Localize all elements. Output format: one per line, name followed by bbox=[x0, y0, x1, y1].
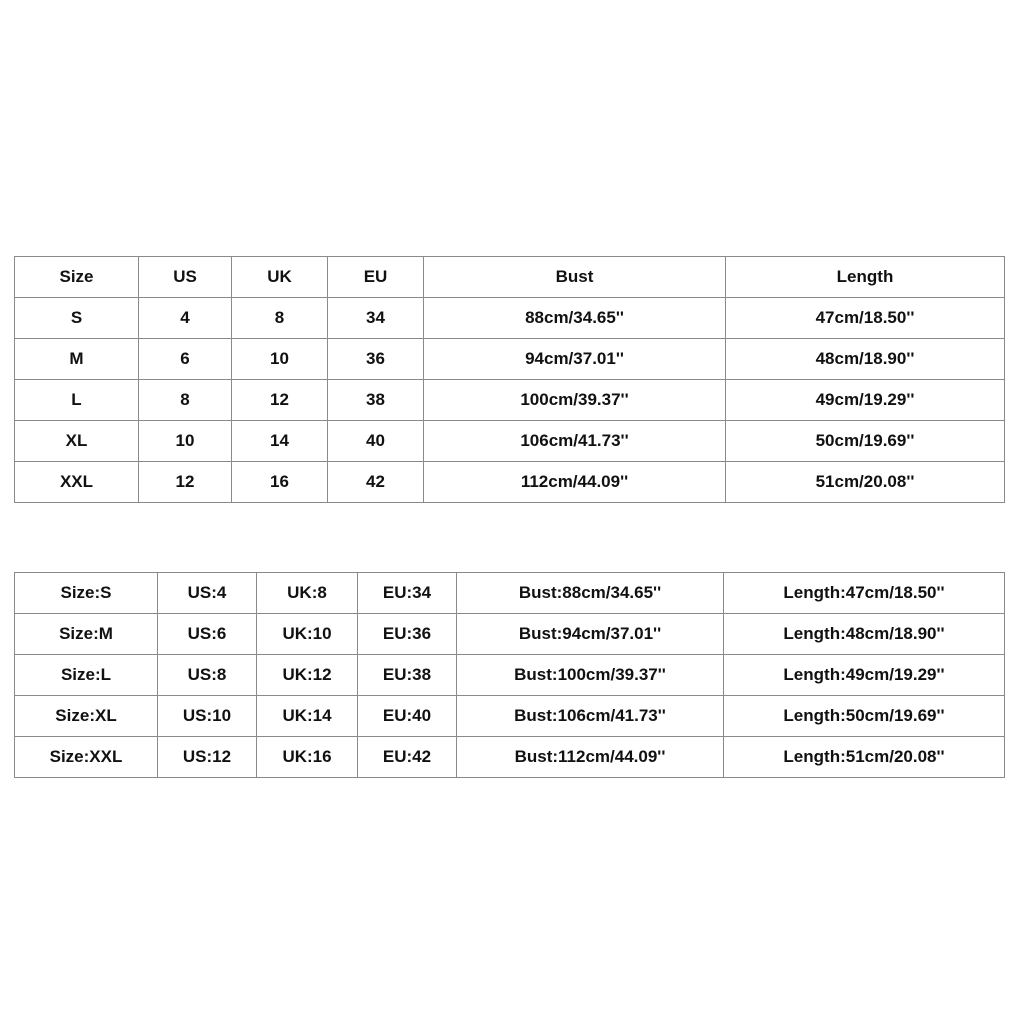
column-header-bust: Bust bbox=[424, 257, 726, 298]
cell-size: XXL bbox=[15, 462, 139, 503]
cell-eu: EU:42 bbox=[358, 737, 457, 778]
cell-length: 48cm/18.90'' bbox=[726, 339, 1005, 380]
cell-length: 50cm/19.69'' bbox=[726, 421, 1005, 462]
cell-us: 12 bbox=[139, 462, 232, 503]
cell-bust: Bust:88cm/34.65'' bbox=[457, 573, 724, 614]
cell-size: S bbox=[15, 298, 139, 339]
cell-size: Size:M bbox=[15, 614, 158, 655]
column-header-us: US bbox=[139, 257, 232, 298]
cell-bust: Bust:112cm/44.09'' bbox=[457, 737, 724, 778]
cell-length: Length:50cm/19.69'' bbox=[724, 696, 1005, 737]
cell-length: 49cm/19.29'' bbox=[726, 380, 1005, 421]
table-row bbox=[15, 655, 1005, 696]
cell-eu: 38 bbox=[328, 380, 424, 421]
cell-size: L bbox=[15, 380, 139, 421]
cell-eu: EU:38 bbox=[358, 655, 457, 696]
table-row bbox=[15, 380, 1005, 421]
cell-eu: EU:34 bbox=[358, 573, 457, 614]
cell-bust: Bust:94cm/37.01'' bbox=[457, 614, 724, 655]
cell-us: US:8 bbox=[158, 655, 257, 696]
column-header-size: Size bbox=[15, 257, 139, 298]
cell-length: Length:51cm/20.08'' bbox=[724, 737, 1005, 778]
cell-uk: UK:8 bbox=[257, 573, 358, 614]
cell-size: XL bbox=[15, 421, 139, 462]
cell-uk: UK:12 bbox=[257, 655, 358, 696]
cell-eu: 42 bbox=[328, 462, 424, 503]
cell-size: Size:XL bbox=[15, 696, 158, 737]
cell-us: 4 bbox=[139, 298, 232, 339]
cell-uk: 16 bbox=[232, 462, 328, 503]
cell-us: US:6 bbox=[158, 614, 257, 655]
table-row bbox=[15, 573, 1005, 614]
cell-bust: 106cm/41.73'' bbox=[424, 421, 726, 462]
cell-size: Size:S bbox=[15, 573, 158, 614]
table-row bbox=[15, 614, 1005, 655]
cell-length: Length:49cm/19.29'' bbox=[724, 655, 1005, 696]
cell-us: US:4 bbox=[158, 573, 257, 614]
cell-bust: Bust:106cm/41.73'' bbox=[457, 696, 724, 737]
cell-length: Length:47cm/18.50'' bbox=[724, 573, 1005, 614]
cell-us: US:12 bbox=[158, 737, 257, 778]
cell-eu: EU:36 bbox=[358, 614, 457, 655]
table-header-row bbox=[15, 257, 1005, 298]
table-row bbox=[15, 421, 1005, 462]
cell-eu: 40 bbox=[328, 421, 424, 462]
cell-us: US:10 bbox=[158, 696, 257, 737]
cell-us: 8 bbox=[139, 380, 232, 421]
table-row bbox=[15, 696, 1005, 737]
cell-length: Length:48cm/18.90'' bbox=[724, 614, 1005, 655]
cell-uk: 14 bbox=[232, 421, 328, 462]
cell-bust: 112cm/44.09'' bbox=[424, 462, 726, 503]
cell-size: Size:L bbox=[15, 655, 158, 696]
cell-length: 51cm/20.08'' bbox=[726, 462, 1005, 503]
cell-bust: 94cm/37.01'' bbox=[424, 339, 726, 380]
cell-uk: 10 bbox=[232, 339, 328, 380]
cell-uk: UK:16 bbox=[257, 737, 358, 778]
size-chart-labeled-table bbox=[14, 572, 1005, 778]
column-header-eu: EU bbox=[328, 257, 424, 298]
cell-uk: 8 bbox=[232, 298, 328, 339]
size-chart-table bbox=[14, 256, 1005, 503]
cell-bust: 100cm/39.37'' bbox=[424, 380, 726, 421]
table-row bbox=[15, 462, 1005, 503]
cell-eu: EU:40 bbox=[358, 696, 457, 737]
cell-eu: 34 bbox=[328, 298, 424, 339]
column-header-length: Length bbox=[726, 257, 1005, 298]
cell-eu: 36 bbox=[328, 339, 424, 380]
cell-size: Size:XXL bbox=[15, 737, 158, 778]
cell-us: 10 bbox=[139, 421, 232, 462]
cell-length: 47cm/18.50'' bbox=[726, 298, 1005, 339]
cell-bust: Bust:100cm/39.37'' bbox=[457, 655, 724, 696]
cell-us: 6 bbox=[139, 339, 232, 380]
table-row bbox=[15, 737, 1005, 778]
cell-uk: UK:10 bbox=[257, 614, 358, 655]
cell-uk: 12 bbox=[232, 380, 328, 421]
cell-uk: UK:14 bbox=[257, 696, 358, 737]
cell-size: M bbox=[15, 339, 139, 380]
table-row bbox=[15, 339, 1005, 380]
table-row bbox=[15, 298, 1005, 339]
cell-bust: 88cm/34.65'' bbox=[424, 298, 726, 339]
column-header-uk: UK bbox=[232, 257, 328, 298]
